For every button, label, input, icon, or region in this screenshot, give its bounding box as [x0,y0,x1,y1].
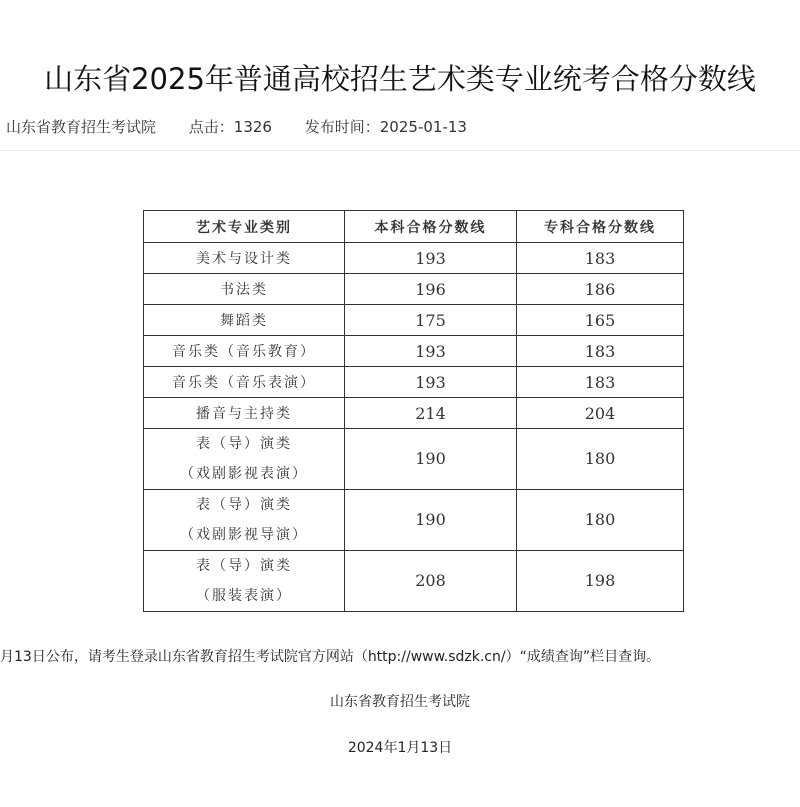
associate-score-cell: 186 [517,274,684,305]
header-associate: 专科合格分数线 [517,211,684,243]
bachelor-score-cell: 175 [345,305,517,336]
associate-score-cell: 183 [517,367,684,398]
header-category: 艺术专业类别 [144,211,345,243]
footer-org: 山东省教育招生考试院 [330,694,470,710]
associate-score-cell: 198 [517,551,684,612]
table-row [144,429,684,490]
publish-time: 发布时间：2025-01-13 [304,118,467,136]
associate-score-cell: 165 [517,305,684,336]
category-line: 舞蹈类 [220,313,268,329]
table-row [144,551,684,612]
category-cell [144,429,345,490]
page-title: 山东省2025年普通高校招生艺术类专业统考合格分数线 [44,62,756,97]
category-line: 书法类 [220,282,268,298]
category-cell [144,398,345,429]
bachelor-score-cell: 208 [345,551,517,612]
category-line: 表（导）演类 [196,558,292,574]
bachelor-score-cell: 190 [345,490,517,551]
header-bachelor: 本科合格分数线 [345,211,517,243]
bachelor-score-cell: 193 [345,243,517,274]
bachelor-score-cell: 214 [345,398,517,429]
associate-score-cell: 204 [517,398,684,429]
category-cell [144,243,345,274]
table-row [144,490,684,551]
associate-score-cell: 180 [517,429,684,490]
divider [0,150,800,151]
category-line: （服装表演） [196,588,292,604]
category-cell [144,336,345,367]
category-line: 表（导）演类 [196,497,292,513]
footer-date: 2024年1月13日 [347,740,453,756]
category-line: （戏剧影视导演） [180,527,308,543]
click-count: 点击：1326 [188,118,272,136]
associate-score-cell: 180 [517,490,684,551]
category-cell [144,367,345,398]
table-row [144,305,684,336]
source-label: 山东省教育招生考试院 [6,118,157,136]
table-row [144,274,684,305]
table-row [144,367,684,398]
associate-score-cell: 183 [517,336,684,367]
article-meta [6,116,495,137]
category-cell [144,305,345,336]
category-line: 音乐类（音乐教育） [172,344,316,360]
category-line: 播音与主持类 [196,406,292,422]
score-table [143,210,684,612]
notice-text: 月13日公布，请考生登录山东省教育招生考试院官方网站（http://www.sdzk.cn/）“成绩查询”栏目查询。 [0,649,661,665]
table-row [144,336,684,367]
category-cell [144,274,345,305]
bachelor-score-cell: 196 [345,274,517,305]
table-row [144,398,684,429]
bachelor-score-cell: 193 [345,336,517,367]
category-line: （戏剧影视表演） [180,466,308,482]
category-line: 表（导）演类 [196,436,292,452]
category-cell [144,551,345,612]
bachelor-score-cell: 190 [345,429,517,490]
table-row [144,243,684,274]
category-line: 美术与设计类 [196,251,292,267]
category-cell [144,490,345,551]
associate-score-cell: 183 [517,243,684,274]
category-line: 音乐类（音乐表演） [172,375,316,391]
bachelor-score-cell: 193 [345,367,517,398]
